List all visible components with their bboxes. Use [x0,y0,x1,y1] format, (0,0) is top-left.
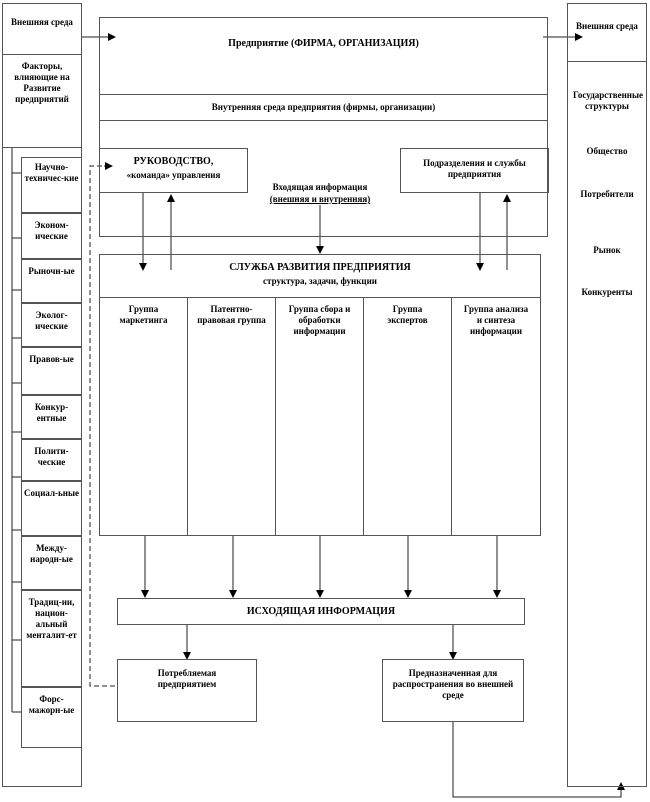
factor-competitive: Конкур-ентные [21,395,82,439]
right-env-header-label: Внешняя среда [576,21,638,31]
consumed-info-box: Потребляемая предприятием [117,659,257,722]
incoming-info-line2: (внешняя и внутренняя) [269,194,371,204]
factors-title-box [2,55,82,148]
right-item-competitors: Конкуренты [581,287,633,297]
internal-env-bar [99,94,548,121]
group-analysis-synthesis: Группа анализа и синтеза информации [451,297,541,536]
group-experts: Группа экспертов [363,297,452,536]
left-env-header-label: Внешняя среда [11,17,73,27]
factor-traditions: Традиц-ии, национ-альный менталит-ет [21,590,82,687]
factor-force-majeure: Форс-мажорн-ые [21,687,82,748]
factor-economic: Эконом-ические [21,213,82,259]
factor-scientific: Научно-техничес-кие [21,157,82,213]
right-item-consumers: Потребители [580,189,634,199]
factor-political: Полити-ческие [21,439,82,481]
left-external-env-header [2,3,82,55]
enterprise-title: Предприятие (ФИРМА, ОРГАНИЗАЦИЯ) [228,38,419,49]
group-info-collection: Группа сбора и обработки информации [275,297,364,536]
factor-legal: Правов-ые [21,347,82,395]
factor-market: Рыночн-ые [21,259,82,303]
right-item-market: Рынок [593,245,621,255]
right-external-env-header [567,3,647,62]
development-service-title: СЛУЖБА РАЗВИТИЯ ПРЕДПРИЯТИЯ [229,262,411,273]
right-item-society: Общество [586,146,628,156]
management-box: РУКОВОДСТВО, «команда» управления [99,148,248,193]
external-info-box: Предназначенная для распространения во внешней среде [382,659,524,722]
right-item-government: Государственные структуры [573,90,643,111]
development-service-subtitle: структура, задачи, функции [263,276,377,286]
incoming-info-line1: Входящая информация [272,182,368,192]
factor-social: Социал-ьные [21,481,82,536]
departments-box: Подразделения и службы предприятия [400,148,549,193]
outgoing-info-box [117,598,525,625]
right-external-env-column [567,3,647,787]
factors-title: Факторы, влияющие на Развитие предприятий [14,61,70,104]
group-patent-legal: Патентно-правовая группа [187,297,276,536]
group-marketing: Группа маркетинга [99,297,188,536]
factor-international: Между-народн-ые [21,536,82,590]
internal-env-label: Внутренняя среда предприятия (фирмы, организации) [211,102,436,112]
outgoing-info-label: ИСХОДЯЩАЯ ИНФОРМАЦИЯ [246,606,396,617]
factor-ecological: Эколог-ические [21,303,82,347]
